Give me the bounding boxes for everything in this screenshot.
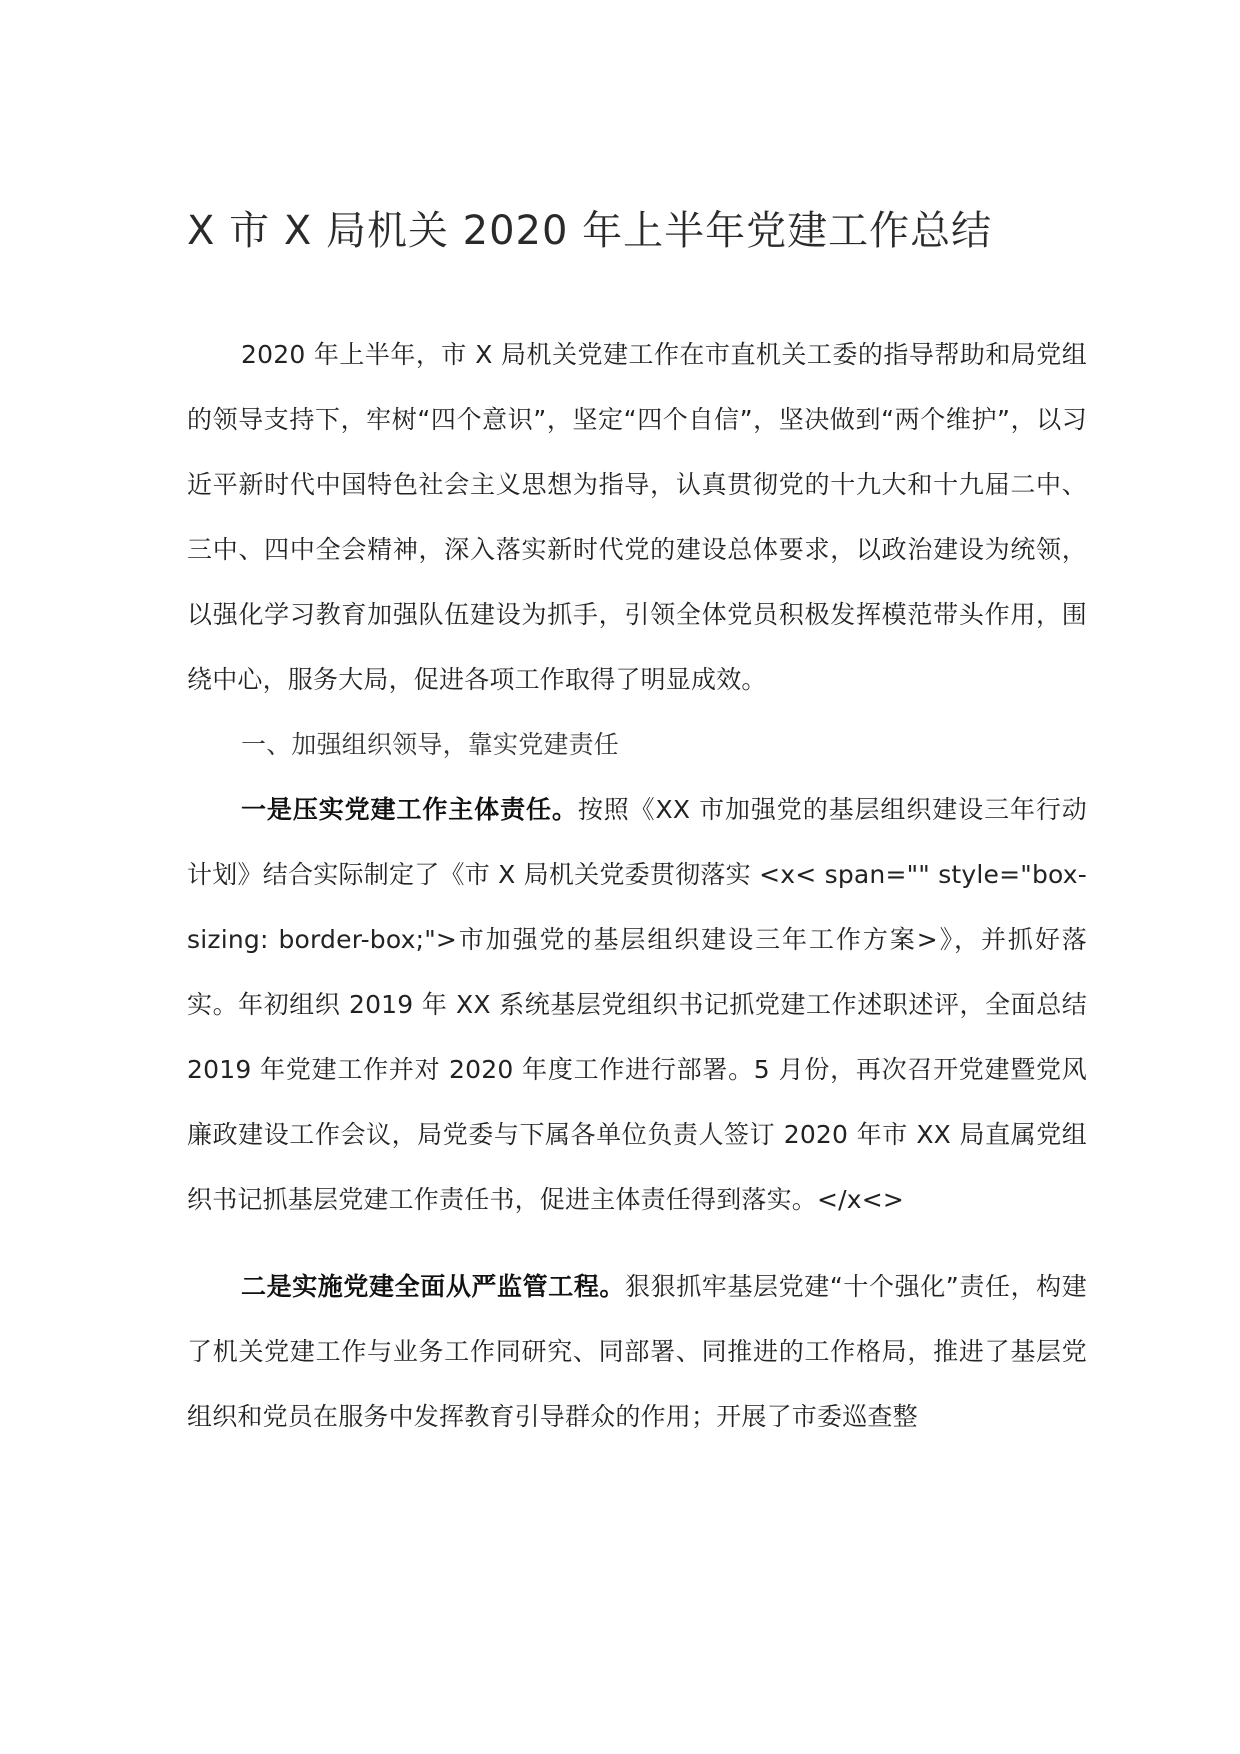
document-body: [187, 322, 1087, 1449]
paragraph-item-1: [187, 777, 1087, 1232]
paragraph-item-2: [187, 1254, 1087, 1449]
item-2-text: 狠狠抓牢基层党建“十个强化”责任，构建了机关党建工作与业务工作同研究、同部署、同推进的工作格局，推进了基层党组织和党员在服务中发挥教育引导群众的作用；开展了市委巡查整: [187, 1272, 1087, 1431]
item-2-lead: 二是实施党建全面从严监管工程。: [241, 1272, 626, 1301]
document-title: X 市 X 局机关 2020 年上半年党建工作总结: [187, 208, 993, 254]
section-heading: 一、加强组织领导，靠实党建责任: [241, 730, 620, 759]
intro-paragraph: 2020 年上半年，市 X 局机关党建工作在市直机关工委的指导帮助和局党组的领导支持下，牢树“四个意识”，坚定“四个自信”，坚决做到“两个维护”，以习近平新时代中国特色社会主义思想为指导，认真贯彻党的十九大和十九届二中、三中、四中全会精神，深入落实新时代党的建设总体要求，以政治建设为统领，以强化学习教育加强队伍建设为抓手，引领全体党员积极发挥模范带头作用，围绕中心，服务大局，促进各项工作取得了明显成效。: [187, 340, 1087, 694]
item-1-text: 按照《XX 市加强党的基层组织建设三年行动计划》结合实际制定了《市 X 局机关党委贯彻落实 <x< span="" style="box-sizing: border-box;">市加强党的基层组织建设三年工作方案>》，并抓好落实。年初组织 2019 年 XX 系统基层党组织书记抓党建工作述职述评，全面总结 2019 年党建工作并对 2020 年度工作进行部署。5 月份，再次召开党建暨党风廉政建设工作会议，局党委与下属各单位负责人签订 2020 年市 XX 局直属党组织书记抓基层党建工作责任书，促进主体责任得到落实。</x<>: [187, 795, 1087, 1214]
item-1-lead: 一是压实党建工作主体责任。: [241, 795, 578, 824]
